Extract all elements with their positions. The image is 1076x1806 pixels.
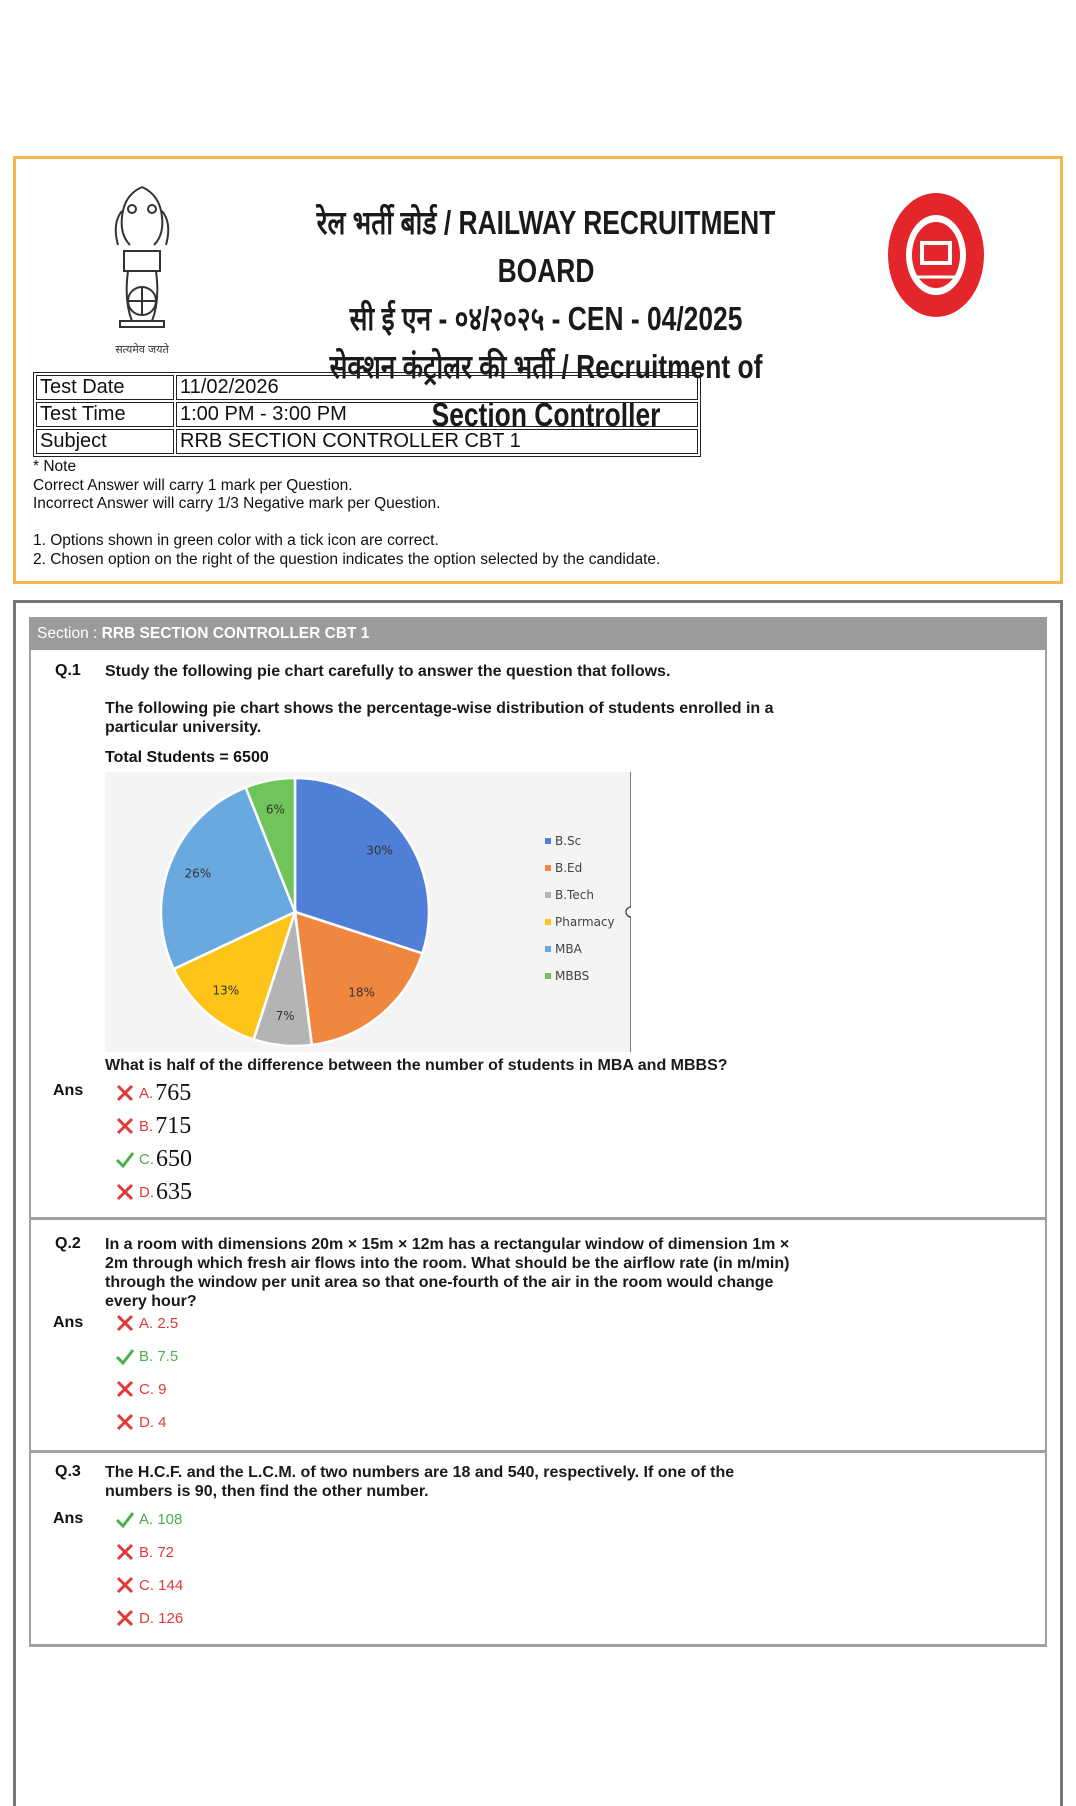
option-text: B. 72 (139, 1543, 175, 1561)
info-key: Subject (36, 429, 174, 454)
option-b[interactable] (115, 1537, 174, 1567)
option-text: A. 2.5 (139, 1314, 179, 1332)
option-text: C. 144 (139, 1576, 184, 1594)
title-line-1: रेल भर्ती बोर्ड / RAILWAY RECRUITMENT BOARD (316, 204, 776, 289)
pie-data-label: 13% (212, 983, 240, 998)
legend-swatch (545, 865, 551, 871)
pie-data-label: 26% (184, 866, 212, 881)
option-b[interactable] (115, 1341, 178, 1371)
legend-label: B.Ed (555, 861, 583, 875)
question-card-1 (29, 650, 1047, 1220)
option-value: 765 (155, 1079, 192, 1106)
question-description: The following pie chart shows the percentage-wise distribution of students enrolled in a particular university. (105, 700, 774, 736)
option-value: 635 (156, 1178, 192, 1205)
option-value: 715 (155, 1112, 192, 1139)
legend-label: Pharmacy (555, 915, 615, 929)
tick-icon (115, 1149, 135, 1169)
cross-icon (115, 1379, 135, 1399)
info-row-time (36, 402, 698, 427)
legend-swatch (545, 973, 551, 979)
option-letter: A. (139, 1084, 154, 1102)
info-row-date (36, 375, 698, 400)
option-c[interactable] (115, 1374, 167, 1404)
cross-icon (115, 1313, 135, 1333)
option-text: B. 7.5 (139, 1347, 179, 1365)
pie-data-label: 18% (348, 985, 375, 1000)
notes-block (33, 458, 660, 569)
section-name: RRB SECTION CONTROLLER CBT 1 (101, 625, 370, 642)
pie-data-label: 30% (366, 843, 393, 858)
info-value: 11/02/2026 (176, 375, 698, 400)
legend-swatch (545, 838, 551, 844)
question-number: Q.3 (55, 1463, 81, 1480)
pie-chart-svg (105, 772, 631, 1052)
note-line: 2. Chosen option on the right of the question indicates the option selected by the candidate. (33, 550, 661, 568)
answer-label: Ans (53, 1510, 84, 1527)
pie-chart (105, 772, 631, 1052)
cross-icon (115, 1608, 135, 1628)
option-c[interactable] (115, 1144, 192, 1174)
test-info-table (33, 372, 701, 457)
legend-swatch (545, 919, 551, 925)
pie-data-label: 6% (265, 802, 285, 817)
note-heading: * Note (33, 458, 77, 475)
question-text: In a room with dimensions 20m × 15m × 12m has a rectangular window of dimension 1m × 2m through which fresh air flows into the room. What should be the airflow rate (in m/min) through the window per unit area so that one-fourth of the air in the room would change every hour? (105, 1236, 790, 1310)
legend-swatch (545, 892, 551, 898)
option-text: C. 9 (139, 1380, 167, 1398)
tick-icon (115, 1346, 135, 1366)
question-card-3 (29, 1453, 1047, 1647)
section-header (29, 617, 1047, 650)
option-letter: B. (139, 1117, 154, 1135)
indian-railways-logo-icon (886, 191, 986, 319)
info-row-subject (36, 429, 698, 454)
tick-icon (115, 1509, 135, 1529)
chart-caption: Total Students = 6500 (105, 749, 269, 766)
info-key: Test Time (36, 402, 174, 427)
option-a[interactable] (115, 1504, 182, 1534)
national-emblem-icon (102, 181, 182, 361)
question-number: Q.1 (55, 662, 81, 679)
answer-label: Ans (53, 1314, 84, 1331)
cross-icon (115, 1575, 135, 1595)
question-card-2 (29, 1220, 1047, 1453)
pie-data-label: 7% (275, 1009, 295, 1024)
cross-icon (115, 1116, 135, 1136)
cross-icon (115, 1083, 135, 1103)
emblem-motto: सत्यमेव जयते (115, 344, 169, 356)
option-c[interactable] (115, 1570, 183, 1600)
question-text: What is half of the difference between the number of students in MBA and MBBS? (105, 1057, 728, 1074)
legend-label: MBBS (555, 969, 590, 983)
question-number: Q.2 (55, 1235, 81, 1252)
resize-handle-icon (626, 907, 631, 917)
option-a[interactable] (115, 1078, 191, 1108)
title-line-2: सी ई एन - ०४/२०२५ - CEN - 04/2025 (349, 300, 743, 337)
cross-icon (115, 1412, 135, 1432)
answer-label: Ans (53, 1082, 84, 1099)
question-intro: Study the following pie chart carefully to answer the question that follows. (105, 663, 671, 680)
option-d[interactable] (115, 1177, 192, 1207)
legend-label: MBA (555, 942, 582, 956)
option-letter: D. (139, 1183, 154, 1201)
cross-icon (115, 1182, 135, 1202)
section-prefix: Section : (37, 625, 102, 642)
option-text: A. 108 (139, 1510, 183, 1528)
legend-swatch (545, 946, 551, 952)
question-text: The H.C.F. and the L.C.M. of two numbers are 18 and 540, respectively. If one of the numbers is 90, then find the other number. (105, 1464, 735, 1500)
option-letter: C. (139, 1150, 154, 1168)
note-line: 1. Options shown in green color with a tick icon are correct. (33, 532, 439, 549)
cross-icon (115, 1542, 135, 1562)
header-panel (13, 156, 1063, 584)
option-d[interactable] (115, 1603, 183, 1633)
note-line: Correct Answer will carry 1 mark per Question. (33, 476, 353, 494)
note-line: Incorrect Answer will carry 1/3 Negative mark per Question. (33, 495, 441, 512)
option-b[interactable] (115, 1111, 191, 1141)
option-d[interactable] (115, 1407, 167, 1437)
info-key: Test Date (36, 375, 174, 400)
option-text: D. 4 (139, 1413, 167, 1431)
info-value: 1:00 PM - 3:00 PM (176, 402, 698, 427)
option-text: D. 126 (139, 1609, 184, 1627)
option-a[interactable] (115, 1308, 178, 1338)
legend-label: B.Tech (555, 888, 594, 902)
title-line-3: सेक्शन कंट्रोलर की भर्ती / Recruitment of Section Controller (329, 348, 763, 433)
option-value: 650 (156, 1145, 192, 1172)
info-value: RRB SECTION CONTROLLER CBT 1 (176, 429, 698, 454)
legend-label: B.Sc (555, 834, 582, 848)
